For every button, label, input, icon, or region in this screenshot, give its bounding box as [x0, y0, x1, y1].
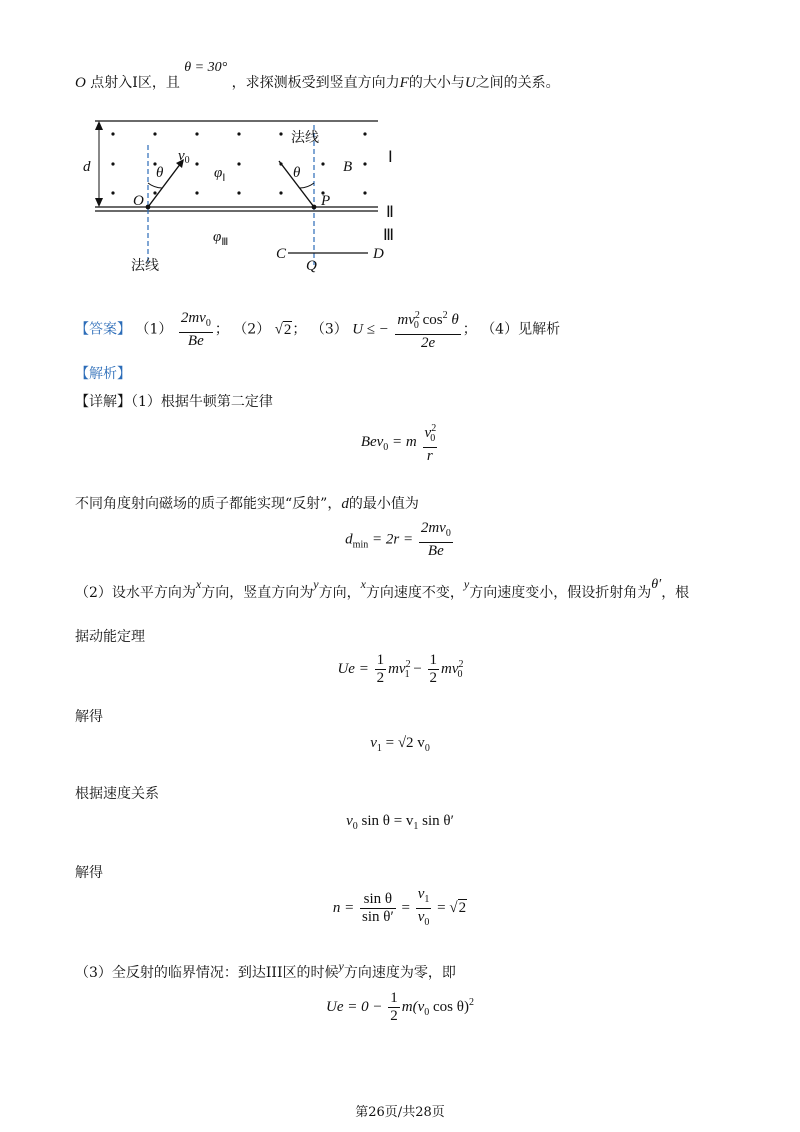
point-o-dot — [146, 205, 151, 210]
label-theta-right: θ — [293, 165, 301, 181]
intro-line — [75, 60, 560, 92]
label-theta-left: θ — [156, 165, 164, 181]
answer-sep-1: ； — [214, 321, 229, 338]
detail-step-1: （1）根据牛顿第二定律 — [131, 394, 273, 410]
page-footer: 第26页/共28页 — [355, 1105, 445, 1120]
point-p-dot — [312, 205, 317, 210]
equation-5: $v_0$ $\sin \theta = v_1$ sin θ′ — [346, 813, 454, 832]
equation-2: $d_{min} = 2r$ = $\frac{2mv_0}{Be}$ — [345, 520, 451, 559]
label-region-3: Ⅲ — [383, 227, 395, 244]
detail-line-3: （2）设水平方向为x方向，竖直方向为y方向，x方向速度不变，y方向速度变小，假设折射角为θ′，根 — [75, 577, 690, 601]
velocity-arrow — [148, 163, 181, 207]
intro-text-2: ，求探测板受到竖直方向力 — [231, 75, 400, 91]
label-d: d — [83, 159, 91, 175]
point-o: O — [75, 75, 86, 91]
detail-line-7: 解得 — [75, 865, 103, 881]
label-normal-bottom: 法线 — [131, 258, 159, 274]
answer-sep-3: ； — [462, 321, 477, 338]
label-p: P — [321, 193, 331, 209]
voltage-u: U — [464, 75, 476, 91]
answer-part-1-label: （1） — [135, 321, 173, 338]
answer-sep-2: ； — [292, 321, 307, 338]
answer-part-2-label: （2） — [233, 321, 271, 338]
equation-3: Ue = $\frac{1}{2}$ $mv^2_1$ − $\frac{1}{2}$ $mv^2_0$ — [337, 652, 464, 686]
label-phi3: $\varphi_Ⅲ$ — [213, 229, 229, 248]
equation-4: $v_1 = √2$ $v_0$ — [370, 735, 430, 754]
label-d-plate: D — [373, 246, 384, 262]
equation-7: Ue = 0 − $\frac{1}{2}$ $m(v_0$ cos θ)$^2$ — [326, 990, 474, 1024]
label-region-1: Ⅰ — [388, 149, 393, 166]
answer-1-fraction: $\frac{2mv_0}{Be}$ — [180, 309, 211, 349]
answer-label: 【答案】 — [75, 321, 131, 338]
equation-1: Bev$_0$ = m $\frac{v^2_0}{r}$ — [0, 420, 800, 465]
label-q: Q — [306, 258, 317, 274]
label-v0: $v_0$ — [178, 148, 190, 166]
answer-part-3-label: （3） — [310, 321, 348, 338]
intro-text-1: 点射入I区，且 — [90, 75, 180, 91]
answer-3-fraction: $\frac{mv^2_0 \cos^2 \theta}{2e}$ — [395, 307, 460, 352]
answer-line — [75, 307, 560, 352]
label-o: O — [133, 193, 144, 209]
detail-line-6: 根据速度关系 — [75, 786, 159, 802]
detail-line-1 — [75, 391, 273, 411]
label-normal-top: 法线 — [291, 130, 319, 146]
equation-6: n = $\frac{\text{sin θ}}{\text{sin θ′}}$ = $\frac{v_1}{v_0}$ = √2 — [332, 886, 467, 928]
detail-line-2: 不同角度射向磁场的质子都能实现“反射”，d的最小值为 — [75, 496, 419, 512]
analysis-label: 【解析】 — [75, 366, 131, 382]
label-b: B — [343, 159, 353, 175]
answer-2-sqrt: √2 — [274, 321, 292, 338]
label-region-2: Ⅱ — [386, 204, 394, 221]
detail-line-5: 解得 — [75, 709, 103, 725]
label-phi1: $\varphi_Ⅰ$ — [214, 165, 226, 184]
field-dots — [111, 132, 366, 194]
detail-line-8: （3）全反射的临界情况：到达III区的时候y方向速度为零，即 — [75, 959, 456, 981]
label-c: C — [276, 246, 287, 262]
answer-3-lhs: U ≤ − — [352, 321, 389, 338]
theta-equation: θ = 30° — [184, 60, 228, 75]
detail-line-4: 据动能定理 — [75, 629, 145, 645]
force-f: F — [399, 75, 409, 91]
detail-label: 【详解】 — [75, 394, 131, 410]
intro-text-3: 的大小与 — [408, 75, 465, 91]
intro-text-4: 之间的关系。 — [475, 75, 560, 91]
answer-part-4: （4）见解析 — [481, 321, 561, 338]
